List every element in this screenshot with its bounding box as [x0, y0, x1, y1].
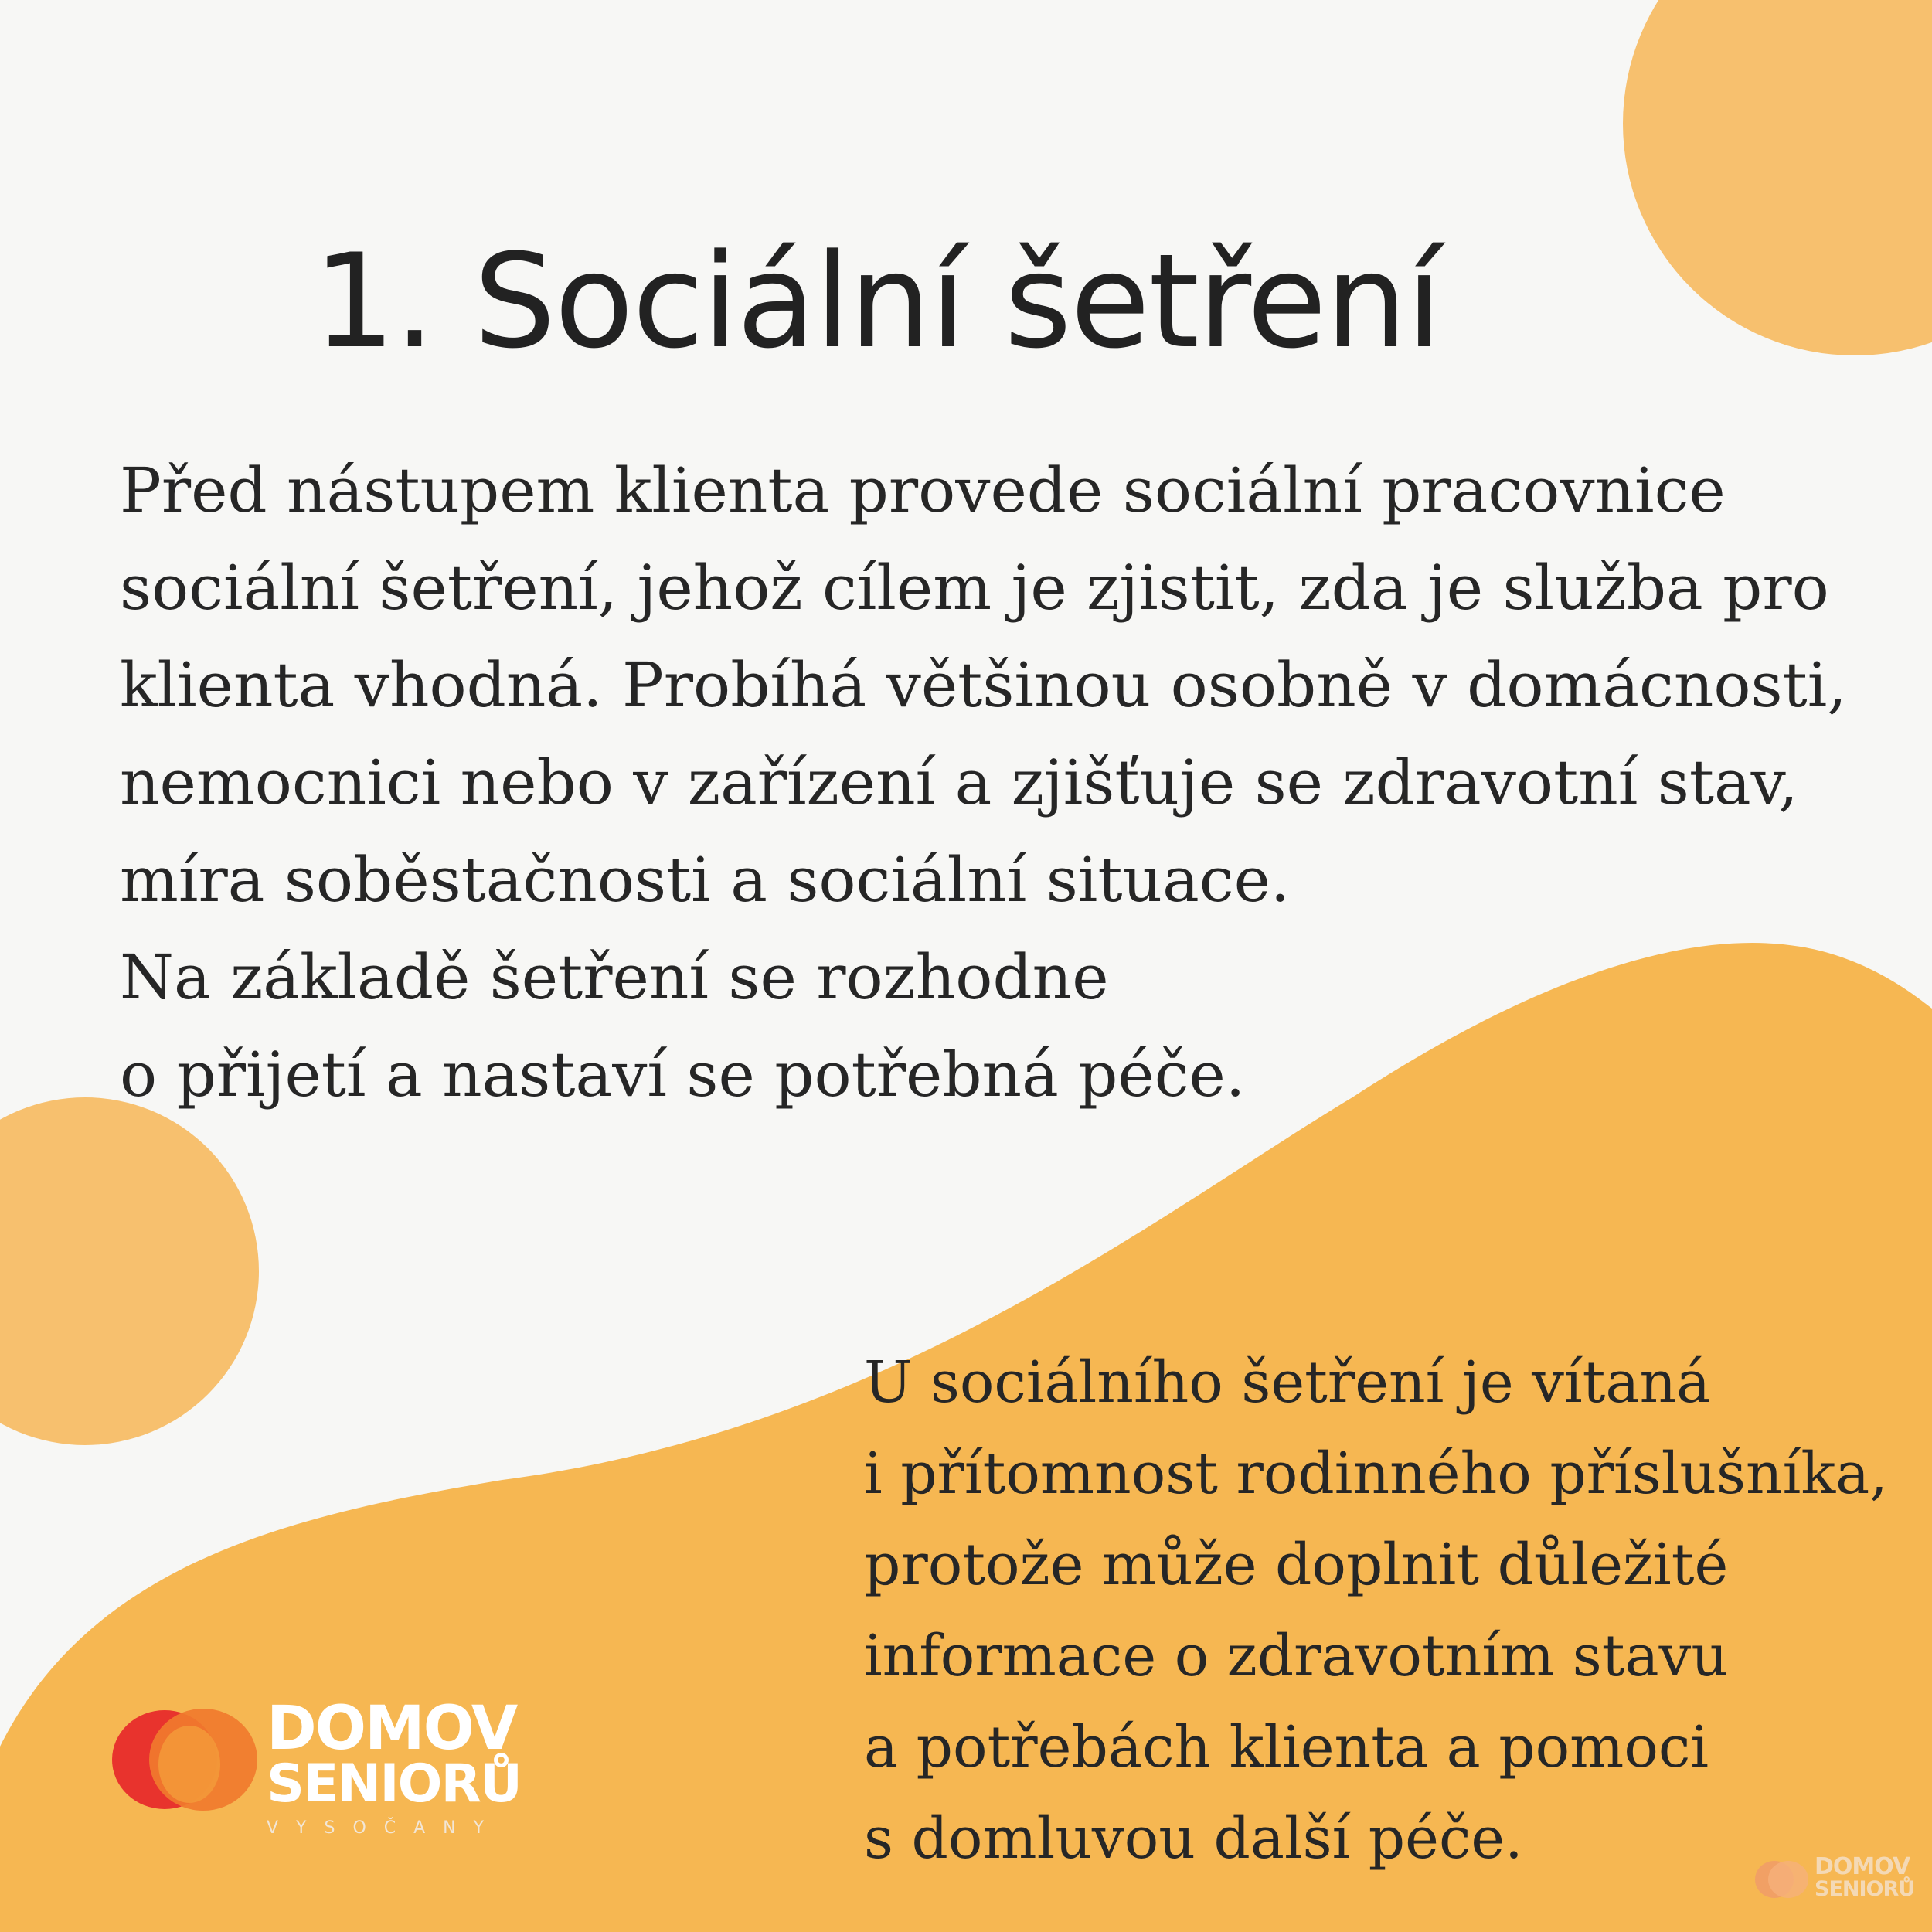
top-right-circle: [1623, 0, 1932, 355]
note-line: a potřebách klienta a pomoci: [864, 1714, 1709, 1781]
note-line: protože může doplnit důležité: [864, 1532, 1729, 1598]
intro-line: o přijetí a nastaví se potřebná péče.: [120, 1039, 1246, 1111]
logo-word-domov: DOMOV: [267, 1694, 517, 1764]
intro-line: klienta vhodná. Probíhá většinou osobně v domácnosti,: [120, 649, 1847, 721]
page-title: 1. Sociální šetření: [313, 226, 1440, 377]
logo-subline: VYSOČANY: [267, 1818, 502, 1838]
watermark-logo: [1754, 1855, 1924, 1924]
note-line: s domluvou další péče.: [864, 1805, 1523, 1872]
note-line: U sociálního šetření je vítaná: [864, 1349, 1711, 1416]
intro-line: nemocnici nebo v zařízení a zjišťuje se zdravotní stav,: [120, 747, 1798, 818]
intro-line: sociální šetření, jehož cílem je zjistit, zda je služba pro: [120, 552, 1829, 624]
left-circle: [0, 1097, 259, 1445]
watermark-word-senioru: SENIORŮ: [1815, 1877, 1915, 1901]
intro-line: Před nástupem klienta provede sociální pracovnice: [120, 454, 1726, 526]
note-line: i přítomnost rodinného příslušníka,: [864, 1440, 1888, 1507]
note-line: informace o zdravotním stavu: [864, 1623, 1729, 1689]
logo-hearts-icon: [112, 1706, 259, 1814]
intro-line: míra soběstačnosti a sociální situace.: [120, 844, 1291, 916]
watermark-word-domov: DOMOV: [1815, 1853, 1910, 1880]
intro-line: Na základě šetření se rozhodne: [120, 941, 1109, 1013]
intro-paragraph: [120, 442, 1859, 1124]
logo-word-senioru: SENIORŮ: [267, 1753, 522, 1815]
domov-senioru-logo: [112, 1696, 529, 1859]
family-note-paragraph: [864, 1337, 1923, 1884]
watermark-hearts-icon: [1754, 1859, 1810, 1900]
